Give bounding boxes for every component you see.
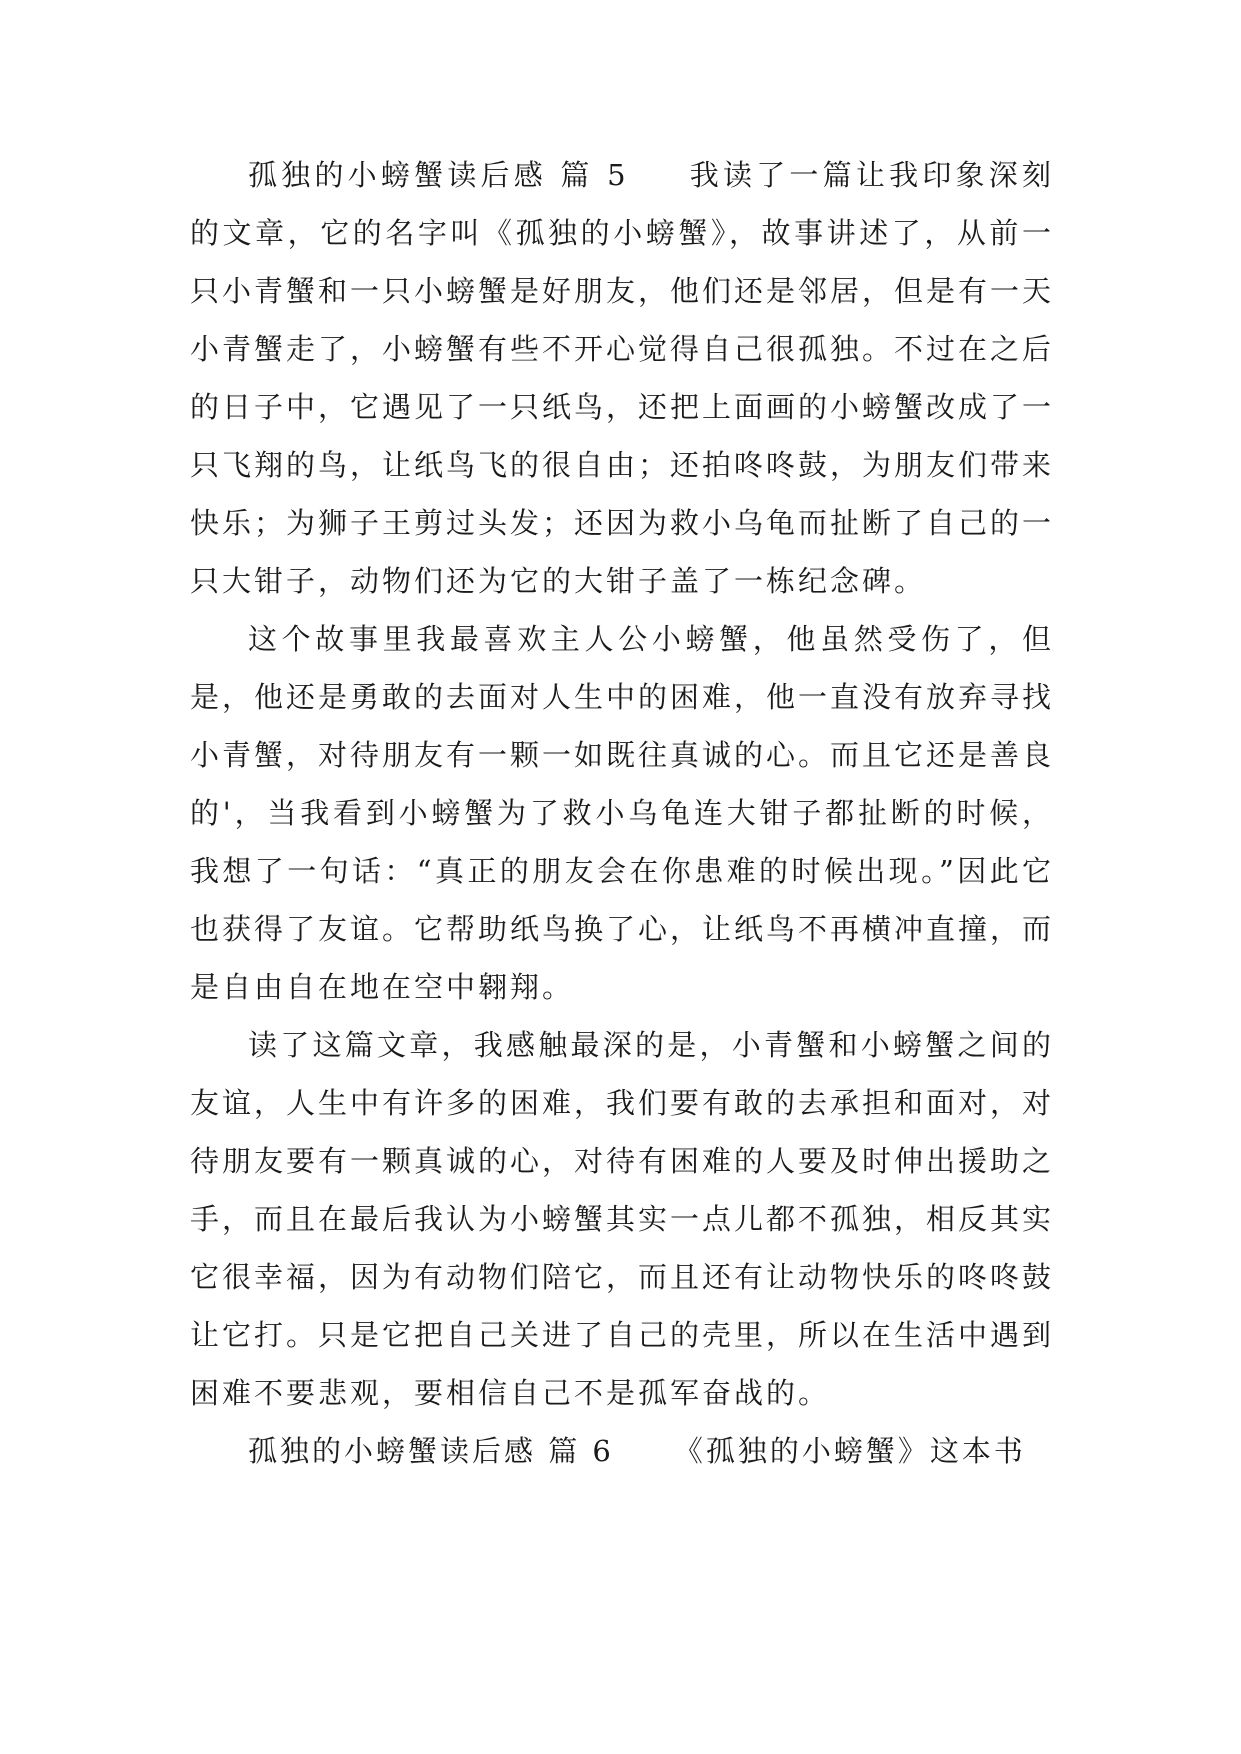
section-5-heading: 孤独的小螃蟹读后感 篇 5 — [248, 158, 629, 192]
section-6-first-paragraph — [190, 1422, 1054, 1480]
section-6-heading: 孤独的小螃蟹读后感 篇 6 — [248, 1434, 614, 1468]
section-5-paragraph-3: 读了这篇文章，我感触最深的是，小青蟹和小螃蟹之间的友谊，人生中有许多的困难，我们要有敢的去承担和面对，对待朋友要有一颗真诚的心，对待有困难的人要及时伸出援助之手，而且在最后我认为小螃蟹其实一点儿都不孤独，相反其实它很幸福，因为有动物们陪它，而且还有让动物快乐的咚咚鼓让它打。只是它把自己关进了自己的壳里，所以在生活中遇到困难不要悲观，要相信自己不是孤军奋战的。 — [190, 1028, 1055, 1410]
section-5-paragraph-1: 我读了一篇让我印象深刻的文章，它的名字叫《孤独的小螃蟹》，故事讲述了，从前一只小青蟹和一只小螃蟹是好朋友，他们还是邻居，但是有一天小青蟹走了，小螃蟹有些不开心觉得自己很孤独。不过在之后的日子中，它遇见了一只纸鸟，还把上面画的小螃蟹改成了一只飞翔的鸟，让纸鸟飞的很自由；还拍咚咚鼓，为朋友们带来快乐；为狮子王剪过头发；还因为救小乌龟而扯断了自己的一只大钳子，动物们还为它的大钳子盖了一栋纪念碑。 — [190, 158, 1055, 598]
document-page — [190, 146, 1054, 1480]
section-5-paragraph-2: 这个故事里我最喜欢主人公小螃蟹，他虽然受伤了，但是，他还是勇敢的去面对人生中的困难，他一直没有放弃寻找小青蟹，对待朋友有一颗一如既往真诚的心。而且它还是善良的'，当我看到小螃蟹为了救小乌龟连大钳子都扯断的时候，我想了一句话：“真正的朋友会在你患难的时候出现。”因此它也获得了友谊。它帮助纸鸟换了心，让纸鸟不再横冲直撞，而是自由自在地在空中翱翔。 — [190, 622, 1055, 1004]
section-5-first-paragraph — [190, 146, 1054, 610]
section-6-opening: 《孤独的小螃蟹》这本书 — [673, 1434, 1026, 1468]
